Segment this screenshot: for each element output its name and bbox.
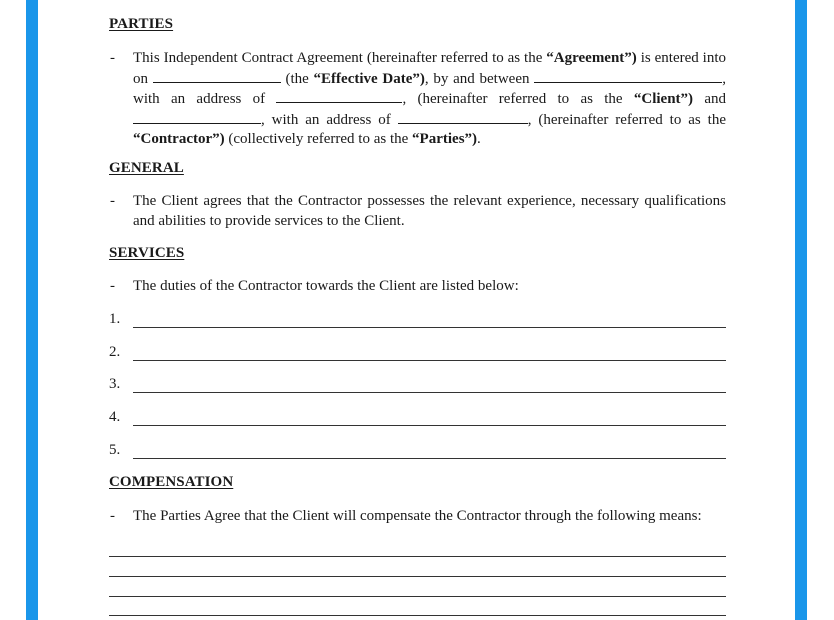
document-page: [38, 0, 795, 620]
duty-line-2[interactable]: [133, 360, 726, 361]
right-page-border: [795, 0, 807, 620]
parties-paragraph: This Independent Contract Agreement (hereinafter referred to as the “Agreement”) is entered into on (the “Effective Date”), by and between , with an address of , (hereinafter referred to as the “Client”) and , with an address of , (hereinafter referred to as the “Contractor”) (collectively referred to as the “Parties”).: [133, 50, 727, 148]
contractor-name-blank[interactable]: [133, 110, 261, 124]
client-name-blank[interactable]: [534, 69, 722, 83]
compensation-paragraph: The Parties Agree that the Client will compensate the Contractor through the following means:: [133, 508, 702, 524]
duty-number: 2.: [109, 344, 121, 360]
duty-number: 4.: [109, 409, 121, 425]
compensation-line-1[interactable]: [109, 556, 726, 557]
duty-line-1[interactable]: [133, 327, 726, 328]
compensation-heading: COMPENSATION: [109, 474, 234, 490]
services-heading: SERVICES: [109, 245, 185, 261]
duty-number: 3.: [109, 376, 121, 392]
compensation-line-2[interactable]: [109, 576, 726, 577]
compensation-line-4[interactable]: [109, 615, 726, 616]
duty-line-3[interactable]: [133, 392, 726, 393]
duty-number: 5.: [109, 442, 121, 458]
duty-line-4[interactable]: [133, 425, 726, 426]
compensation-line-3[interactable]: [109, 596, 726, 597]
left-page-border: [26, 0, 38, 620]
services-bullet: -: [110, 278, 115, 294]
parties-bullet: -: [110, 50, 115, 66]
duty-number: 1.: [109, 311, 121, 327]
general-paragraph: The Client agrees that the Contractor possesses the relevant experience, necessary qualifications and abilities to provide services to the Client.: [133, 193, 726, 229]
client-address-blank[interactable]: [276, 89, 402, 103]
services-paragraph: The duties of the Contractor towards the Client are listed below:: [133, 278, 519, 294]
parties-heading: PARTIES: [109, 16, 174, 32]
general-bullet: -: [110, 193, 115, 209]
general-heading: GENERAL: [109, 160, 184, 176]
contractor-address-blank[interactable]: [398, 110, 528, 124]
compensation-bullet: -: [110, 508, 115, 524]
effective-date-blank[interactable]: [153, 69, 281, 83]
duty-line-5[interactable]: [133, 458, 726, 459]
